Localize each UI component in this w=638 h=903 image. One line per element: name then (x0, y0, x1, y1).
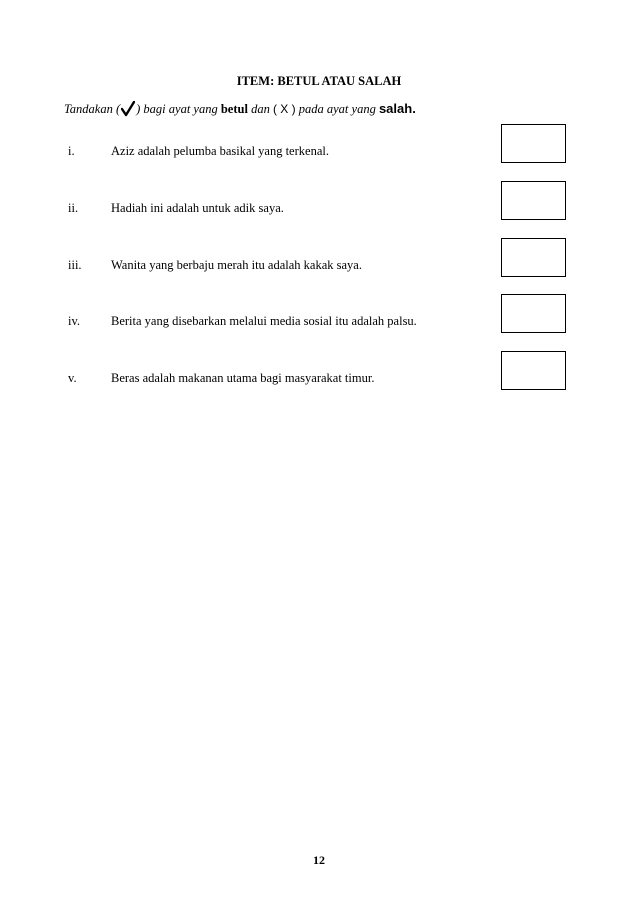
list-item (64, 201, 284, 216)
item-number: i. (68, 144, 75, 158)
list-item (64, 144, 329, 159)
instruction-part-3: pada ayat yang (298, 102, 376, 116)
item-text: Berita yang disebarkan melalui media sosial itu adalah palsu. (111, 314, 417, 328)
answer-box[interactable] (501, 238, 566, 277)
check-mark-icon (121, 101, 135, 117)
item-number: iv. (68, 314, 81, 328)
item-text: Hadiah ini adalah untuk adik saya. (111, 201, 284, 215)
instruction-salah: salah. (378, 101, 416, 116)
page-number: 12 (313, 853, 325, 867)
answer-box[interactable] (501, 124, 566, 163)
list-item (64, 314, 417, 329)
item-text: Aziz adalah pelumba basikal yang terkenal. (111, 144, 329, 158)
item-text: Beras adalah makanan utama bagi masyarakat timur. (111, 371, 375, 385)
instruction-x-symbol: ( X ) (272, 102, 296, 116)
item-number: v. (68, 371, 77, 385)
list-item (64, 258, 362, 273)
instruction-part-1: Tandakan ( (64, 102, 121, 116)
page-title: ITEM: BETUL ATAU SALAH (236, 74, 402, 88)
list-item (64, 371, 374, 386)
item-number: ii. (68, 201, 79, 215)
instruction-dan: dan (251, 102, 270, 116)
instruction-part-2: ) bagi ayat yang (136, 102, 218, 116)
answer-box[interactable] (501, 181, 566, 220)
instruction-text (64, 101, 416, 117)
item-number: iii. (68, 258, 82, 272)
instruction-betul: betul (220, 102, 248, 116)
item-text: Wanita yang berbaju merah itu adalah kakak saya. (111, 258, 362, 272)
answer-box[interactable] (501, 351, 566, 390)
answer-box[interactable] (501, 294, 566, 333)
